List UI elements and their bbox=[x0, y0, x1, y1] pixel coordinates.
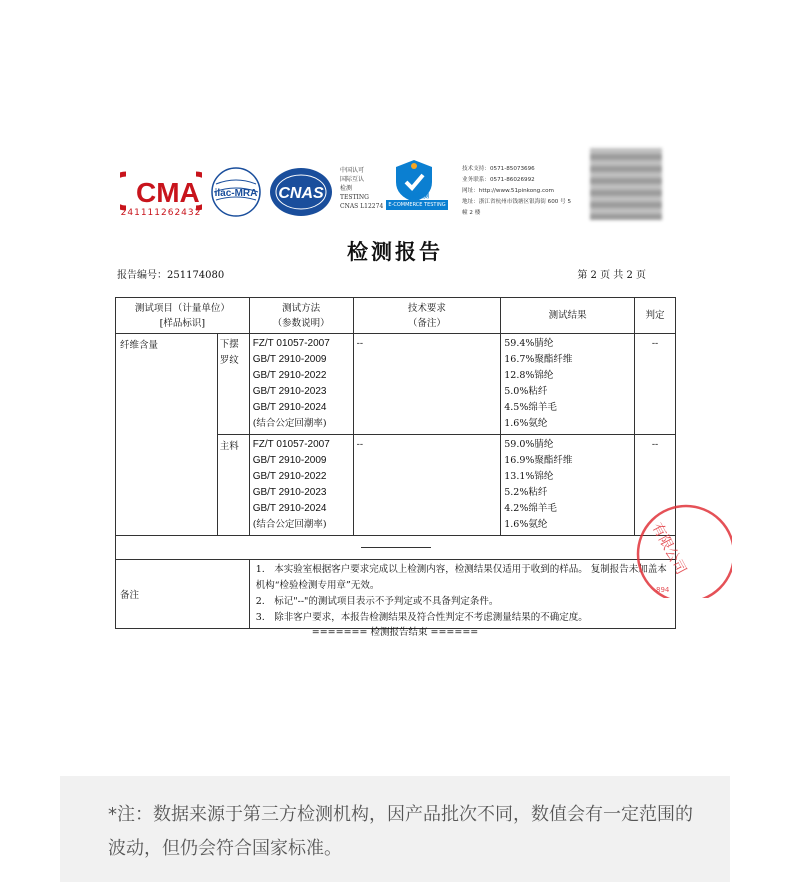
verdict: -- bbox=[635, 435, 676, 536]
contact-line: 网址：http://www.51pinkong.com bbox=[462, 188, 554, 194]
note-item: 2. 标记"--"的测试项目表示不予判定或不具备判定条件。 bbox=[255, 596, 499, 607]
separator-row bbox=[116, 536, 676, 560]
cnas-text: CNAS bbox=[278, 185, 324, 202]
ecommerce-badge: E-COMMERCE TESTING bbox=[386, 200, 448, 210]
table-row bbox=[116, 334, 676, 435]
notes-list bbox=[249, 560, 675, 629]
contact-line: 业务联系：0571-86026992 bbox=[462, 177, 535, 183]
requirement: -- bbox=[353, 435, 501, 536]
contact-line: 幢 2 楼 bbox=[462, 210, 481, 216]
notes-label: 备注 bbox=[116, 560, 250, 629]
header-item: 测试项目（计量单位） [样品标识] bbox=[116, 298, 250, 334]
footer-note: *注：数据来源于第三方检测机构，因产品批次不同，数值会有一定范围的波动，但仍会符合国家标准。 bbox=[108, 804, 693, 859]
header-result: 测试结果 bbox=[501, 298, 635, 334]
footer-note-panel bbox=[60, 776, 730, 882]
qr-code-blurred bbox=[590, 148, 662, 220]
report-title: 检测报告 bbox=[347, 239, 443, 264]
method-list: FZ/T 01057-2007 GB/T 2910-2009 GB/T 2910-2022 GB/T 2910-2023 GB/T 2910-2024 (结合公定回潮率) bbox=[249, 435, 353, 536]
table-header-row bbox=[116, 298, 676, 334]
header-requirement: 技术要求 （备注） bbox=[353, 298, 501, 334]
stamp-code: 894 bbox=[656, 586, 670, 594]
verdict: -- bbox=[635, 334, 676, 435]
cma-letters: CMA bbox=[136, 177, 200, 208]
stamp-text: 有限公司 bbox=[648, 520, 689, 578]
cnas-logo bbox=[268, 166, 334, 218]
result-list: 59.4%腈纶 16.7%聚酯纤维 12.8%锦纶 5.0%粘纤 4.5%绵羊毛 1.6%氨纶 bbox=[501, 334, 635, 435]
method-list: FZ/T 01057-2007 GB/T 2910-2009 GB/T 2910-2022 GB/T 2910-2023 GB/T 2910-2024 (结合公定回潮率) bbox=[249, 334, 353, 435]
ecommerce-title: 电商检测 bbox=[404, 193, 429, 200]
page-info: 第 2 页 共 2 页 bbox=[577, 270, 646, 281]
report-number: 报告编号：251174080 bbox=[117, 270, 225, 281]
notes-row bbox=[116, 560, 676, 629]
part-name: 主料 bbox=[217, 435, 249, 536]
ilac-text: ilac-MRA bbox=[214, 188, 258, 199]
certification-logos bbox=[120, 146, 680, 226]
cma-number: 241111262432 bbox=[120, 208, 202, 218]
note-item: 1. 本实验室根据客户要求完成以上检测内容，检测结果仅适用于收到的样品。 复制报告未加盖本机构“检验检测专用章”无效。 bbox=[255, 564, 667, 591]
separator-line bbox=[361, 547, 431, 548]
red-seal-stamp bbox=[632, 488, 732, 598]
item-name: 纤维含量 bbox=[116, 334, 218, 536]
cnas-caption: 中国认可 国际互认 检测 TESTING CNAS L12274 bbox=[340, 167, 384, 210]
contact-info bbox=[462, 164, 592, 219]
report-table bbox=[115, 297, 676, 629]
contact-line: 地址：浙江省杭州市钱塘区银海街 600 号 5 bbox=[462, 199, 572, 205]
ilac-mra-logo bbox=[210, 166, 262, 218]
contact-line: 技术支持：0571-85073696 bbox=[462, 166, 535, 172]
report-end-mark: ======= 检测报告结束 ====== bbox=[311, 627, 479, 638]
header-method: 测试方法 （参数说明） bbox=[249, 298, 353, 334]
requirement: -- bbox=[353, 334, 501, 435]
note-item: 3. 除非客户要求，本报告检测结果及符合性判定不考虑测量结果的不确定度。 bbox=[255, 612, 588, 623]
header-verdict: 判定 bbox=[635, 298, 676, 334]
part-name: 下摆罗纹 bbox=[217, 334, 249, 435]
result-list: 59.0%腈纶 16.9%聚酯纤维 13.1%锦纶 5.2%粘纤 4.2%绵羊毛 1.6%氨纶 bbox=[501, 435, 635, 536]
